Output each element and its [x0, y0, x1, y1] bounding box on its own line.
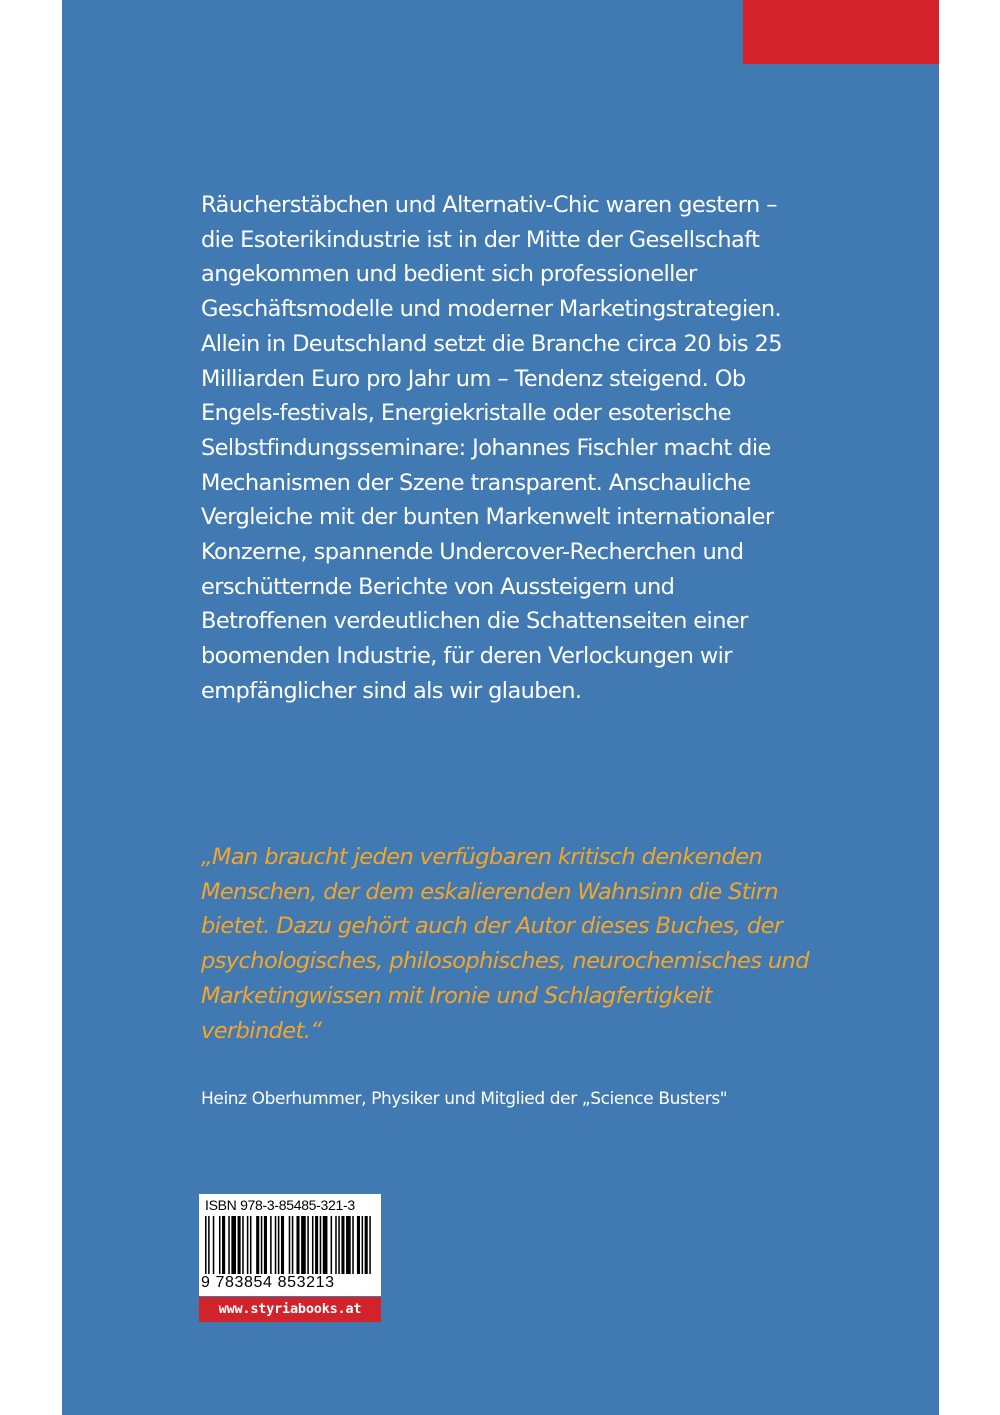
barcode-bar [281, 1216, 284, 1278]
barcode-bar [352, 1216, 354, 1278]
isbn-barcode [199, 1194, 381, 1296]
barcode-bar [301, 1216, 306, 1278]
barcode-bar [219, 1216, 221, 1278]
barcode-bar [275, 1216, 277, 1278]
barcode-bar [228, 1216, 230, 1278]
red-corner-tab [743, 0, 939, 64]
barcode-bar [250, 1216, 252, 1278]
barcode-bar [369, 1216, 371, 1278]
quote-attribution: Heinz Oberhummer, Physiker und Mitglied der „Science Busters" [201, 1089, 728, 1109]
back-cover [62, 0, 939, 1415]
barcode-bar [331, 1216, 333, 1278]
barcode-bar [357, 1216, 360, 1278]
barcode-bar [205, 1216, 207, 1278]
barcode-bar [323, 1216, 328, 1278]
barcode-bar [296, 1216, 299, 1278]
barcode-bar [289, 1216, 291, 1278]
publisher-url[interactable]: www.styriabooks.at [199, 1297, 381, 1322]
barcode-bar [278, 1216, 280, 1278]
barcode-bar [270, 1216, 272, 1278]
barcode-bar [307, 1216, 309, 1278]
barcode-bar [320, 1216, 322, 1278]
barcode-bar [292, 1216, 294, 1278]
barcode-bar [335, 1216, 337, 1278]
barcode-bar [208, 1216, 210, 1278]
blurb-text: Räucherstäbchen und Alternativ-Chic waren gestern – die Esoterikindustrie ist in der Mitte der Gesellschaft angekommen und bedient sich professioneller Geschäftsmodelle und moderner Marketingstrategien. Allein in Deutschland setzt die Branche circa 20 bis 25 Milliarden Euro pro Jahr um – Tendenz steigend. Ob Engels-festivals, Energiekristalle oder esoterische Selbstfindungsseminare: Johannes Fischler macht die Mechanismen der Szene transparent. Anschauliche Vergleiche mit der bunten Markenwelt internationaler Konzerne, spannende Undercover-Recherchen und erschütternde Berichte von Aussteigern und Betroffenen verdeutlichen die Schattenseiten einer boomenden Industrie, für deren Verlockungen wir empfänglicher sind als wir glauben. [201, 192, 782, 704]
barcode-bar [362, 1216, 364, 1278]
barcode-bar [242, 1216, 244, 1278]
barcode-bar [247, 1216, 249, 1278]
barcode-bar [261, 1216, 263, 1278]
barcode-bar [341, 1216, 344, 1278]
barcode-bar [346, 1216, 351, 1278]
barcode-bar [338, 1216, 340, 1278]
barcode-bar [365, 1216, 368, 1278]
isbn-number: ISBN 978-3-85485-321-3 [205, 1197, 355, 1213]
barcode-bar [238, 1216, 241, 1278]
barcode-bars [205, 1216, 375, 1278]
barcode-bar [213, 1216, 215, 1278]
barcode-bar [312, 1216, 314, 1278]
barcode-bar [315, 1216, 318, 1278]
barcode-bar [256, 1216, 259, 1278]
barcode-bar [264, 1216, 267, 1278]
barcode-bar [222, 1216, 225, 1278]
ean-digits: 9 783854 853213 [201, 1274, 379, 1292]
barcode-bar [231, 1216, 236, 1278]
review-quote: „Man braucht jeden verfügbaren kritisch denkenden Menschen, der dem eskalierenden Wahnsinn die Stirn bietet. Dazu gehört auch der Autor dieses Buches, der psychologisches, philosophisches, neurochemisches und Marketingwissen mit Ironie und Schlagfertigkeit verbindet.“ [201, 844, 809, 1044]
